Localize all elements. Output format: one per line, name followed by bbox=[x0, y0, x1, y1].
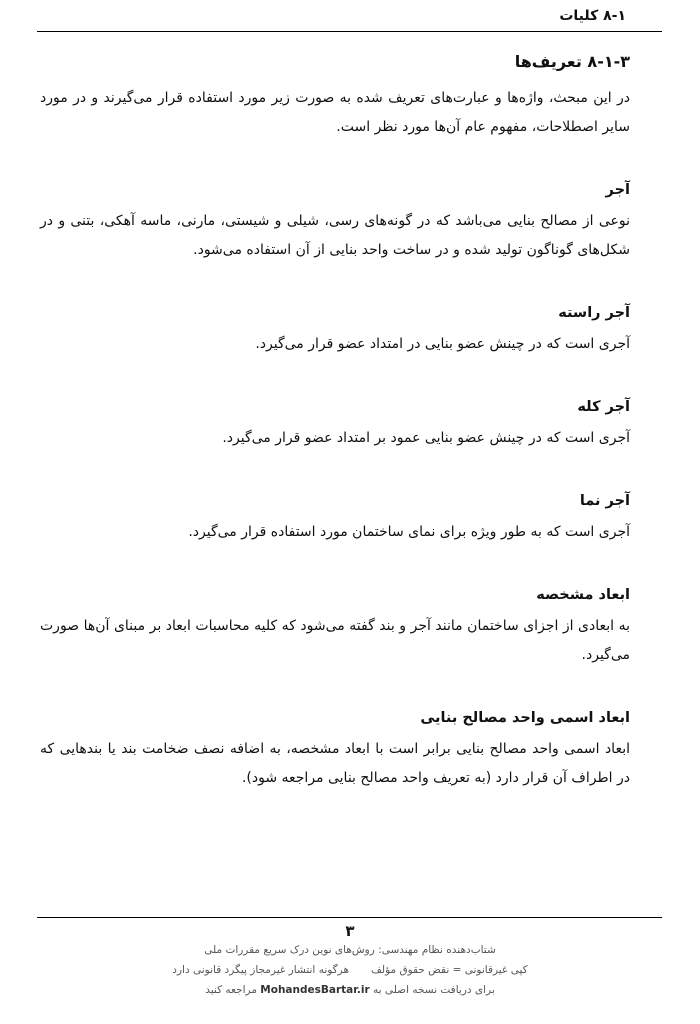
term-title: آجر bbox=[605, 182, 630, 198]
term-ajor bbox=[40, 179, 630, 265]
term-ajor-kalle bbox=[40, 396, 630, 453]
term-title: آجر نما bbox=[579, 493, 630, 509]
term-definition: ابعاد اسمی واحد مصالح بنایی برابر است با ابعاد مشخصه، به اضافه نصف ضخامت بند یا بندهایی که در اطراف آن قرار دارد (به تعریف واحد مصالح بنایی مراجعه شود). bbox=[40, 741, 630, 786]
watermark-footer bbox=[0, 940, 700, 1000]
footer-copyright-notice: کپی غیرقانونی = نقض حقوق مؤلف bbox=[371, 964, 528, 976]
term-definition: آجری است که در چینش عضو بنایی در امتداد عضو قرار می‌گیرد. bbox=[255, 336, 630, 352]
running-header: ۸-۱ کلیات bbox=[559, 8, 626, 24]
term-ajor-raste bbox=[40, 302, 630, 359]
term-title: آجر راسته bbox=[558, 305, 630, 321]
section-intro: در این مبحث، واژه‌ها و عبارت‌های تعریف شده به صورت زیر مورد استفاده قرار می‌گیرند و در مورد سایر اصطلاحات، مفهوم عام آن‌ها مورد نظر است. bbox=[40, 90, 630, 135]
term-ajor-nama bbox=[40, 490, 630, 547]
term-definition: آجری است که به طور ویژه برای نمای ساختمان مورد استفاده قرار می‌گیرد. bbox=[188, 524, 630, 540]
footer-legal-notice: هرگونه انتشار غیرمجاز پیگرد قانونی دارد bbox=[172, 964, 349, 976]
term-definition: نوعی از مصالح بنایی می‌باشد که در گونه‌های رسی، شیلی و شیستی، مارنی، ماسه آهکی، بتنی و در شکل‌های گوناگون تولید شده و در ساخت واحد بنایی از آن استفاده می‌شود. bbox=[40, 213, 630, 258]
term-title: ابعاد اسمی واحد مصالح بنایی bbox=[420, 710, 630, 726]
term-definition: آجری است که در چینش عضو بنایی عمود بر امتداد عضو قرار می‌گیرد. bbox=[222, 430, 630, 446]
page-content bbox=[40, 50, 630, 793]
section-title: ۸-۱-۳ تعریف‌ها bbox=[514, 52, 630, 71]
term-abaad-esmi bbox=[40, 707, 630, 793]
footer-line-1: شتاب‌دهنده نظام مهندسی: روش‌های نوین درک سریع مقررات ملی bbox=[204, 944, 496, 956]
term-title: ابعاد مشخصه bbox=[536, 587, 630, 603]
term-abaad-moshakhase bbox=[40, 584, 630, 670]
footer-line-2 bbox=[0, 960, 700, 980]
footer-source-suffix: مراجعه کنید bbox=[205, 984, 257, 996]
term-title: آجر کله bbox=[577, 399, 630, 415]
page-number: ۳ bbox=[345, 922, 355, 940]
footer-site-link[interactable]: MohandesBartar.ir bbox=[260, 984, 370, 996]
footer-rule bbox=[37, 917, 662, 918]
header-rule bbox=[37, 31, 662, 32]
footer-source-prefix: برای دریافت نسخه اصلی به bbox=[373, 984, 495, 996]
footer-line-3 bbox=[0, 980, 700, 1000]
term-definition: به ابعادی از اجزای ساختمان مانند آجر و بند گفته می‌شود که کلیه محاسبات ابعاد بر مبنای آن‌ها صورت می‌گیرد. bbox=[40, 618, 630, 663]
